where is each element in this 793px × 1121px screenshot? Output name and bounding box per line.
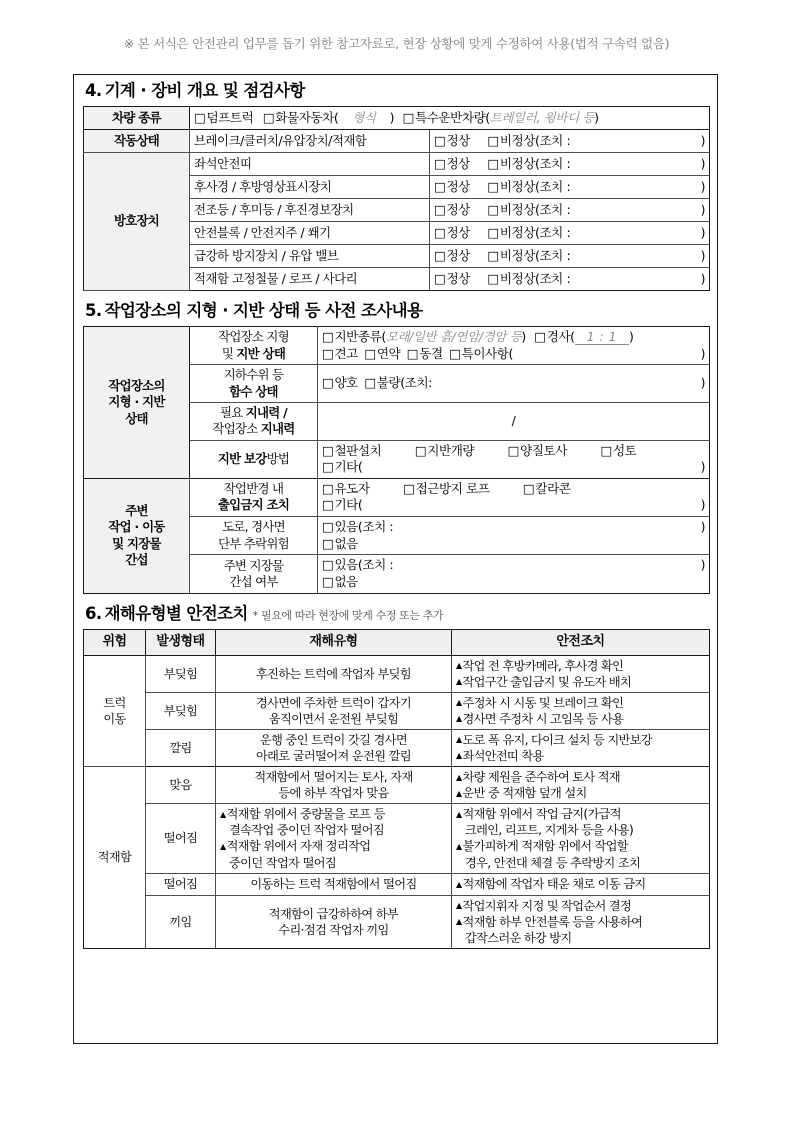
occurrence-type: 떨어짐	[146, 873, 216, 895]
desc-line1: 적재함에서 떨어지는 토사, 자재	[254, 770, 413, 785]
checkbox-dump-truck[interactable]: □ 덤프트럭	[194, 110, 253, 125]
accident-description	[216, 895, 452, 948]
checkbox-soft[interactable]: □ 연약	[364, 346, 400, 361]
bullet-triangle-icon: ▲	[220, 841, 226, 851]
occurrence-type: 깔림	[146, 729, 216, 766]
guard-item-descent-prevention: 급강하 방지장치 / 유압 밸브	[190, 244, 430, 267]
bullet-triangle-icon: ▲	[456, 714, 462, 724]
access-options-line2	[322, 497, 705, 514]
abnormal-close-paren: )	[700, 247, 706, 263]
table-row	[84, 804, 710, 873]
section-5-title	[85, 302, 708, 321]
other-close-paren: )	[700, 497, 705, 513]
disclaimer-note: ※ 본 서식은 안전관리 업무를 돕기 위한 참고자료로, 현장 상황에 맞게 수정하여 사용(법적 구속력 없음)	[123, 36, 670, 51]
section-4-number: 4.	[85, 81, 102, 100]
terrain-sub-line2-plain: 및	[221, 345, 237, 361]
guard-status-6	[430, 267, 710, 290]
section-6-number: 6.	[85, 603, 102, 623]
checkbox-frozen[interactable]: □ 동결	[407, 346, 443, 361]
bullet-triangle-icon: ▲	[456, 841, 462, 851]
section-6-table	[83, 629, 710, 949]
terrain-sub-line2-bold: 지반 상태	[236, 345, 286, 361]
desc-line2: 아래로 굴러떨어져 운전원 깔림	[255, 748, 412, 763]
groundwater-options	[318, 365, 710, 403]
checkbox-abnormal[interactable]: □ 비정상(조치 :	[487, 179, 570, 194]
desc-item-cont: 결속작업 중이던 작업자 떨어짐	[229, 823, 385, 838]
table-row-vehicle-type	[84, 106, 710, 129]
desc-line2: 수리·점검 작업자 끼임	[278, 922, 389, 937]
occurrence-type: 부딪힘	[146, 655, 216, 692]
present-close-paren: )	[700, 519, 705, 535]
reinforcement-sub-plain: 방법	[266, 451, 290, 467]
guard-status-5	[430, 244, 710, 267]
abnormal-close-paren: )	[700, 132, 706, 148]
bullet-triangle-icon: ▲	[456, 788, 462, 798]
measure-item: ▲좌석안전띠 착용	[456, 748, 544, 763]
vehicle-type-label: 차량 종류	[84, 106, 190, 129]
safety-measures	[452, 895, 710, 948]
site-terrain-label-line1: 작업장소의	[108, 377, 165, 393]
accident-description	[216, 804, 452, 873]
fall-risk-sub-line1: 도로, 경사면	[222, 519, 285, 535]
safety-measures	[452, 655, 710, 692]
poor-close-paren: )	[700, 375, 705, 391]
site-terrain-group-label	[84, 326, 190, 478]
cargo-truck-model-hint: 형식	[352, 109, 376, 125]
header-risk: 위험	[84, 629, 146, 655]
accident-description: 이동하는 트럭 적재함에서 떨어짐	[216, 873, 452, 895]
checkbox-special-note[interactable]: □ 특이사항(	[449, 346, 513, 361]
cargo-truck-close-paren: )	[389, 109, 395, 125]
accident-description: 후진하는 트럭에 작업자 부딪힘	[216, 655, 452, 692]
bullet-triangle-icon: ▲	[456, 677, 462, 687]
checkbox-firm[interactable]: □ 견고	[322, 346, 358, 361]
soil-type-close-paren: )	[521, 328, 526, 344]
slope-value[interactable]: 1 : 1	[575, 329, 629, 345]
measure-item: ▲적재함 위에서 작업 금지(가급적	[456, 807, 621, 822]
reinforcement-sub-label	[190, 440, 318, 478]
bearing-sub-line1-bold: 지내력 /	[245, 404, 288, 420]
bullet-triangle-icon: ▲	[456, 698, 462, 708]
checkbox-fill[interactable]: □ 성토	[600, 443, 636, 458]
surrounding-label-line4: 간섭	[125, 552, 148, 568]
section-5-number: 5.	[85, 300, 102, 320]
desc-line1: 적재함이 급강하하여 하부	[268, 906, 399, 921]
section-6-title	[85, 605, 708, 624]
checkbox-present[interactable]: □ 있음(조치 :	[322, 557, 393, 572]
bullet-triangle-icon: ▲	[456, 901, 462, 911]
checkbox-absent[interactable]: □ 없음	[322, 536, 358, 551]
bullet-triangle-icon: ▲	[456, 751, 462, 761]
operation-state-item: 브레이크/클러치/유압장치/적재함	[190, 129, 430, 152]
desc-line2: 움직이면서 운전원 부딪힘	[268, 711, 399, 726]
measure-item: ▲작업 전 후방카메라, 후사경 확인	[456, 658, 624, 673]
checkbox-barrier-rope[interactable]: □ 접근방지 로프	[403, 481, 489, 496]
table-row	[84, 655, 710, 692]
section-6-hint: * 필요에 따라 현장에 맞게 수정 또는 추가	[252, 608, 444, 622]
measure-item: ▲주정차 시 시동 및 브레이크 확인	[456, 695, 624, 710]
header-safety-measure: 안전조치	[452, 629, 710, 655]
section-4-table	[83, 106, 710, 291]
section-6-heading: 재해유형별 안전조치	[104, 603, 248, 623]
checkbox-soil-type[interactable]: □ 지반종류(	[322, 329, 386, 344]
checkbox-normal[interactable]: □ 정상	[434, 179, 470, 194]
measure-item: ▲작업지휘자 지정 및 작업순서 결정	[456, 898, 632, 913]
table-row-access-control	[84, 478, 710, 516]
obstacle-line1	[322, 557, 705, 574]
desc-line2: 등에 하부 작업자 맞음	[278, 786, 389, 801]
abnormal-close-paren: )	[700, 201, 706, 217]
bullet-triangle-icon: ▲	[456, 661, 462, 670]
bearing-sub-line2-bold: 지내력	[260, 421, 295, 437]
accident-description	[216, 767, 452, 804]
checkbox-steel-plate[interactable]: □ 철판설치	[322, 443, 381, 458]
bearing-capacity-sub-label	[190, 402, 318, 440]
terrain-options-line2	[322, 346, 705, 363]
bullet-triangle-icon: ▲	[220, 809, 226, 819]
form-frame	[73, 74, 718, 1044]
bullet-triangle-icon: ▲	[456, 879, 462, 889]
operation-state-label: 작동상태	[84, 129, 190, 152]
measure-item: ▲작업구간 출입금지 및 유도자 배치	[456, 674, 632, 689]
checkbox-normal[interactable]: □ 정상	[434, 248, 470, 263]
checkbox-normal[interactable]: □ 정상	[434, 271, 470, 286]
measure-item: ▲차량 제원을 준수하여 토사 적재	[456, 770, 621, 785]
checkbox-good[interactable]: □ 양호	[322, 375, 358, 390]
access-control-sub-label	[190, 478, 318, 516]
soil-type-hint: 모래/일반 흙/연암/경암 등	[385, 328, 522, 344]
measure-item-cont: 경우, 안전대 체결 등 추락방지 조치	[465, 855, 641, 870]
reinforcement-options	[318, 440, 710, 478]
access-control-options	[318, 478, 710, 516]
checkbox-abnormal[interactable]: □ 비정상(조치 :	[487, 248, 570, 263]
groundwater-sub-line1: 지하수위 등	[223, 367, 284, 383]
checkbox-other[interactable]: □ 기타(	[322, 459, 362, 474]
safety-measures	[452, 804, 710, 873]
surrounding-label-line3: 및 지장물	[112, 535, 161, 551]
bullet-triangle-icon: ▲	[456, 809, 462, 819]
measure-item: ▲적재함 하부 안전블록 등을 사용하여	[456, 914, 643, 929]
occurrence-type: 떨어짐	[146, 804, 216, 873]
site-terrain-label-line3: 상태	[125, 410, 148, 426]
bearing-sub-line2-plain: 작업장소	[212, 421, 261, 437]
header-accident-type: 재해유형	[216, 629, 452, 655]
checkbox-normal[interactable]: □ 정상	[434, 202, 470, 217]
header-occurrence-type: 발생형태	[146, 629, 216, 655]
present-close-paren: )	[700, 557, 705, 573]
checkbox-abnormal[interactable]: □ 비정상(조치 :	[487, 156, 570, 171]
checkbox-poor[interactable]: □ 불량(조치:	[364, 375, 432, 390]
occurrence-type: 끼임	[146, 895, 216, 948]
vehicle-type-options	[190, 106, 710, 129]
checkbox-guide-person[interactable]: □ 유도자	[322, 481, 370, 496]
fall-risk-sub-label	[190, 517, 318, 555]
measure-item-cont: 크레인, 리프트, 지게차 등을 사용)	[465, 823, 634, 838]
access-options-line1	[322, 481, 705, 498]
reinforcement-sub-bold: 지반 보강	[217, 451, 267, 467]
checkbox-normal[interactable]: □ 정상	[434, 156, 470, 171]
safety-measures	[452, 767, 710, 804]
special-transport-hint: 트레일러, 윙바디 등	[489, 109, 595, 125]
special-transport-close-paren: )	[594, 109, 599, 125]
surrounding-group-label	[84, 478, 190, 593]
risk-category-line2: 이동	[103, 711, 126, 726]
guard-status-2	[430, 175, 710, 198]
reinforcement-options-line2	[322, 459, 705, 476]
guard-item-lamps: 전조등 / 후미등 / 후진경보장치	[190, 198, 430, 221]
desc-item: ▲적재함 위에서 자재 정리작업	[220, 839, 371, 854]
surrounding-label-line2: 작업 · 이동	[108, 519, 165, 535]
table-row-guard-1	[84, 152, 710, 175]
occurrence-type: 맞음	[146, 767, 216, 804]
risk-category-line1: 트럭	[103, 695, 126, 710]
fall-risk-line1	[322, 519, 705, 536]
fall-risk-sub-line2: 단부 추락위험	[218, 535, 289, 551]
checkbox-abnormal[interactable]: □ 비정상(조치 :	[487, 202, 570, 217]
checkbox-color-cone[interactable]: □ 칼라콘	[523, 481, 571, 496]
surrounding-label-line1: 주변	[125, 502, 148, 518]
section-5-heading: 작업장소의 지형 · 지반 상태 등 사전 조사내용	[104, 300, 423, 320]
section-4-title	[85, 82, 708, 101]
measure-item: ▲도로 폭 유지, 다이크 설치 등 지반보강	[456, 732, 652, 747]
abnormal-close-paren: )	[700, 155, 706, 171]
checkbox-absent[interactable]: □ 없음	[322, 574, 358, 589]
measure-item: ▲적재함에 작업자 태운 채로 이동 금지	[456, 877, 646, 892]
checkbox-special-transport[interactable]: □ 특수운반차량(	[403, 110, 490, 125]
safety-measures	[452, 873, 710, 895]
checkbox-quality-soil[interactable]: □ 양질토사	[508, 443, 567, 458]
table-row	[84, 873, 710, 895]
obstacle-sub-line1: 주변 지장물	[223, 557, 284, 573]
risk-category-cargo-box: 적재함	[84, 767, 146, 949]
desc-item: ▲적재함 위에서 중량물을 로프 등	[220, 807, 385, 822]
operation-state-status	[430, 129, 710, 152]
guard-device-label: 방호장치	[84, 152, 190, 290]
checkbox-abnormal[interactable]: □ 비정상(조치 :	[487, 271, 570, 286]
other-close-paren: )	[700, 459, 705, 475]
bullet-triangle-icon: ▲	[456, 772, 462, 782]
checkbox-normal[interactable]: □ 정상	[434, 225, 470, 240]
table-row	[84, 692, 710, 729]
terrain-sub-line1: 작업장소 지형	[218, 329, 289, 345]
bullet-triangle-icon: ▲	[456, 917, 462, 927]
abnormal-close-paren: )	[700, 224, 706, 240]
checkbox-present[interactable]: □ 있음(조치 :	[322, 519, 393, 534]
obstacle-sub-label	[190, 555, 318, 593]
terrain-options	[318, 326, 710, 364]
bearing-capacity-value[interactable]: /	[318, 402, 710, 440]
table-row	[84, 767, 710, 804]
checkbox-abnormal[interactable]: □ 비정상(조치 :	[487, 133, 570, 148]
special-note-close-paren: )	[700, 345, 705, 361]
safety-measures	[452, 692, 710, 729]
reinforcement-options-line1	[322, 443, 705, 460]
table-row	[84, 895, 710, 948]
guard-status-3	[430, 198, 710, 221]
accident-description	[216, 729, 452, 766]
fall-risk-line2	[322, 536, 705, 553]
access-sub-line1: 작업반경 내	[223, 481, 284, 497]
table-row-operation-state	[84, 129, 710, 152]
measure-item-cont: 갑작스러운 하강 방지	[465, 930, 572, 945]
obstacle-options	[318, 555, 710, 593]
terrain-options-line1	[322, 329, 705, 346]
measure-item: ▲경사면 주정차 시 고임목 등 사용	[456, 711, 624, 726]
measure-item: ▲운반 중 적재함 덮개 설치	[456, 786, 587, 801]
site-terrain-label-line2: 지형 · 지반	[108, 394, 165, 410]
table-row	[84, 729, 710, 766]
occurrence-type: 부딪힘	[146, 692, 216, 729]
guard-item-mirror: 후사경 / 후방영상표시장치	[190, 175, 430, 198]
checkbox-slope[interactable]: □ 경사(	[534, 329, 574, 344]
checkbox-normal[interactable]: □ 정상	[434, 133, 470, 148]
abnormal-close-paren: )	[700, 270, 706, 286]
table-header-row	[84, 629, 710, 655]
guard-item-seatbelt: 좌석안전띠	[190, 152, 430, 175]
measure-item: ▲불가피하게 적재함 위에서 작업할	[456, 839, 628, 854]
obstacle-line2	[322, 574, 705, 591]
access-sub-line2: 출입금지 조치	[217, 497, 290, 513]
slope-close-paren: )	[628, 328, 634, 344]
bearing-sub-line1-plain: 필요	[219, 404, 246, 420]
bullet-triangle-icon: ▲	[456, 735, 462, 745]
guard-status-4	[430, 221, 710, 244]
abnormal-close-paren: )	[700, 178, 706, 194]
desc-item-cont: 중이던 작업자 떨어짐	[229, 855, 337, 870]
safety-measures	[452, 729, 710, 766]
checkbox-ground-improvement[interactable]: □ 지반개량	[415, 443, 474, 458]
risk-category-truck-movement	[84, 655, 146, 767]
fall-risk-options	[318, 517, 710, 555]
checkbox-abnormal[interactable]: □ 비정상(조치 :	[487, 225, 570, 240]
checkbox-other[interactable]: □ 기타(	[322, 497, 362, 512]
section-4-heading: 기계 · 장비 개요 및 점검사항	[104, 81, 305, 100]
desc-line1: 경사면에 주차한 트럭이 갑자기	[255, 695, 412, 710]
section-5-table	[83, 326, 710, 594]
checkbox-cargo-truck[interactable]: □ 화물자동차(	[263, 110, 339, 125]
accident-description	[216, 692, 452, 729]
guard-item-cargo-fixture: 적재함 고정철물 / 로프 / 사다리	[190, 267, 430, 290]
desc-line1: 운행 중인 트럭이 갓길 경사면	[259, 732, 408, 747]
groundwater-sub-line2: 함수 상태	[229, 383, 278, 399]
terrain-sub-label	[190, 326, 318, 364]
groundwater-sub-label	[190, 365, 318, 403]
guard-status-1	[430, 152, 710, 175]
obstacle-sub-line2: 간섭 여부	[229, 573, 278, 589]
guard-item-safety-block: 안전블록 / 안전지주 / 쐐기	[190, 221, 430, 244]
table-row-terrain	[84, 326, 710, 364]
